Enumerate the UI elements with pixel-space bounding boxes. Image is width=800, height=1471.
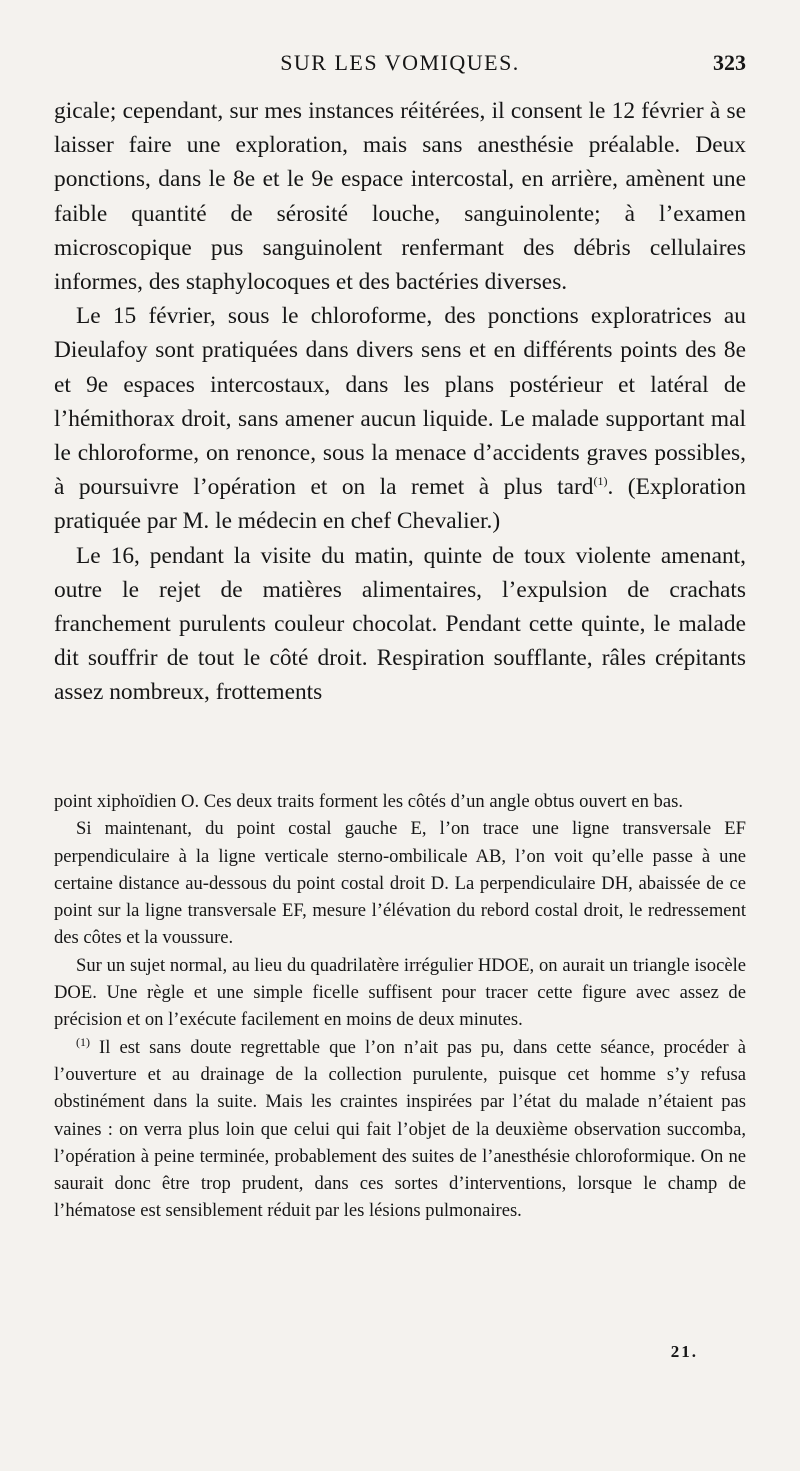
page-number: 323 (713, 50, 746, 75)
running-title: SUR LES VOMIQUES. (280, 50, 520, 75)
paragraph-1: gicale; cependant, sur mes instances réitérées, il consent le 12 février à se laisser faire une exploration, mais sans anesthésie préalable. Deux ponctions, dans le 8e et le 9e espace intercostal, en arrière, amènent une faible quantité de sérosité louche, sanguinolente; à l’examen microscopique pus sanguinolent renfermant des débris cellulaires informes, des staphylocoques et des bactéries diverses. (54, 98, 746, 296)
note-paragraph-3: Sur un sujet normal, au lieu du quadrilatère irrégulier HDOE, on aurait un triangle isocèle DOE. Une règle et une simple ficelle suffisent pour tracer cette figure avec assez de précision et on l’exécute facilement en moins de deux minutes. (54, 954, 746, 1031)
main-text (54, 94, 746, 710)
paragraph-3: Le 16, pendant la visite du matin, quinte de toux violente amenant, outre le rejet de matières alimentaires, l’expulsion de crachats franchement purulents couleur chocolat. Pendant cette quinte, le malade dit souffrir de tout le côté droit. Respiration soufflante, râles crépitants assez nombreux, frottements (54, 542, 746, 706)
footnote-reference: (1) (593, 474, 608, 489)
footnote-marker: (1) (76, 1034, 90, 1049)
paragraph-2-end: . (Exploration pratiquée par M. le médecin en chef Chevalier.) (54, 474, 746, 535)
note-paragraph-1: point xiphoïdien O. Ces deux traits forment les côtés d’un angle obtus ouvert en bas. (54, 791, 683, 812)
footnote (54, 1034, 746, 1225)
paragraph-2 (54, 299, 746, 538)
paragraph-2-text: Le 15 février, sous le chloroforme, des ponctions exploratrices au Dieulafoy sont pratiquées dans divers sens et en différents points des 8e et 9e espaces intercostaux, dans les plans postérieur et latéral de l’hémithorax droit, sans amener aucun liquide. Le malade supportant mal le chloroforme, on renonce, sous la menace d’accidents graves possibles, à poursuivre l’opération et on la remet à plus tard (54, 303, 746, 501)
notes-section (54, 788, 746, 1225)
footnote-text: Il est sans doute regrettable que l’on n’ait pas pu, dans cette séance, procéder à l’ouverture et au drainage de la collection purulente, puisque cet homme s’y refusa obstinément dans la suite. Mais les craintes inspirées par l’état du malade n’étaient pas vaines : on verra plus loin que celui qui fait l’objet de la deuxième observation succomba, l’opération à peine terminée, probablement des suites de l’anesthésie chloroformique. On ne saurait donc être trop prudent, dans ces sortes d’interventions, lorsque le champ de l’hématose est sensiblement réduit par les lésions pulmonaires. (54, 1036, 746, 1222)
signature-mark: 21. (670, 1342, 698, 1361)
note-paragraph-2: Si maintenant, du point costal gauche E, l’on trace une ligne transversale EF perpendiculaire à la ligne verticale sterno-ombilicale AB, l’on voit qu’elle passe à une certaine distance au-dessous du point costal droit D. La perpendiculaire DH, abaissée de ce point sur la ligne transversale EF, mesure l’élévation du rebord costal droit, le redressement des côtes et la voussure. (54, 818, 746, 949)
page-header (0, 50, 800, 80)
